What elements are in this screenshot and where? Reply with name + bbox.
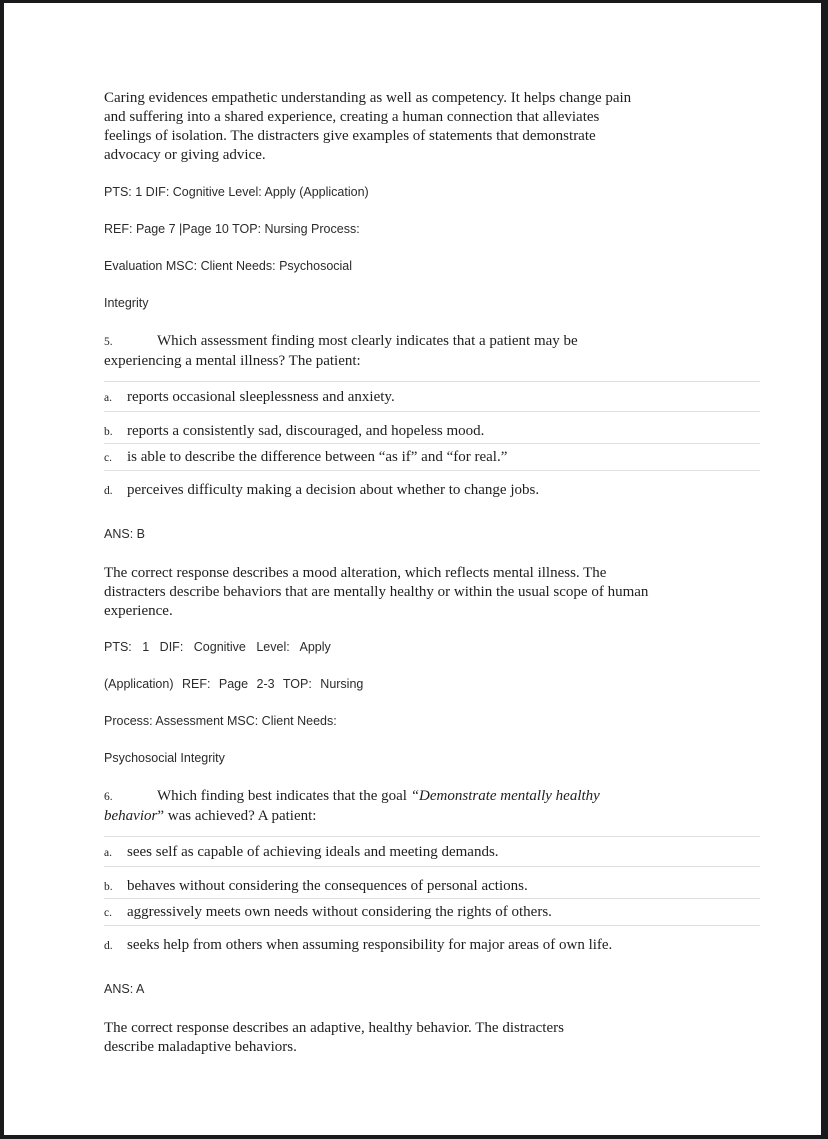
- option-text: sees self as capable of achieving ideals and meeting demands.: [127, 844, 499, 860]
- meta-line-msc: Evaluation MSC: Client Needs: Psychosocial: [104, 259, 353, 273]
- meta-line-pts: PTS: 1 DIF: Cognitive Level: Apply: [104, 640, 331, 654]
- rationale-line: and suffering into a shared experience, creating a human connection that alleviates: [104, 109, 600, 125]
- option-row-b: [104, 867, 760, 899]
- option-letter: a.: [104, 847, 112, 859]
- question-6-options: [104, 836, 760, 956]
- meta-line-integrity: Psychosocial Integrity: [104, 751, 225, 765]
- rationale-line: distracters describe behaviors that are mentally healthy or within the usual scope of human: [104, 584, 649, 600]
- metadata-block-q5: [104, 640, 828, 766]
- question-text: experiencing a mental illness? The patient:: [104, 353, 361, 369]
- option-row-a: [104, 381, 760, 412]
- option-text: aggressively meets own needs without considering the rights of others.: [127, 904, 552, 920]
- question-5-stem: [104, 332, 828, 371]
- question-5-options: [104, 381, 760, 501]
- answer-label-q5: ANS: B: [104, 527, 145, 541]
- rationale-line: experience.: [104, 603, 173, 619]
- meta-line-ref: (Application) REF: Page 2-3 TOP: Nursing: [104, 677, 364, 691]
- page-edge-top: [0, 0, 828, 3]
- rationale-line: Caring evidences empathetic understanding as well as competency. It helps change pain: [104, 90, 632, 106]
- option-row-d: [104, 926, 760, 956]
- question-number: 6.: [104, 791, 113, 803]
- rationale-paragraph-q4: [104, 89, 828, 165]
- rationale-paragraph-q5: [104, 564, 828, 621]
- option-letter: d.: [104, 485, 113, 497]
- option-text: reports a consistently sad, discouraged, and hopeless mood.: [127, 423, 485, 439]
- question-text-italic: behavior: [104, 808, 158, 824]
- question-text-italic: “Demonstrate mentally healthy: [410, 788, 600, 804]
- option-row-b: [104, 412, 760, 444]
- question-text: Which finding best indicates that the goal: [157, 788, 411, 804]
- option-letter: d.: [104, 940, 113, 952]
- option-text: reports occasional sleeplessness and anxiety.: [127, 389, 395, 405]
- option-row-c: [104, 899, 760, 926]
- answer-label-q6: ANS: A: [104, 982, 145, 996]
- question-text: ” was achieved? A patient:: [157, 808, 317, 824]
- question-text: Which assessment finding most clearly indicates that a patient may be: [157, 333, 578, 349]
- rationale-line: The correct response describes a mood alteration, which reflects mental illness. The: [104, 565, 607, 581]
- option-text: behaves without considering the consequences of personal actions.: [127, 878, 528, 894]
- rationale-line: advocacy or giving advice.: [104, 147, 266, 163]
- option-letter: b.: [104, 426, 113, 438]
- rationale-line: The correct response describes an adaptive, healthy behavior. The distracters: [104, 1020, 564, 1036]
- meta-line-ref: REF: Page 7 |Page 10 TOP: Nursing Process:: [104, 222, 360, 236]
- question-number: 5.: [104, 336, 113, 348]
- option-text: perceives difficulty making a decision about whether to change jobs.: [127, 482, 540, 498]
- meta-line-msc: Process: Assessment MSC: Client Needs:: [104, 714, 337, 728]
- rationale-paragraph-q6: [104, 1019, 828, 1057]
- option-text: is able to describe the difference between “as if” and “for real.”: [127, 449, 508, 465]
- option-row-a: [104, 836, 760, 867]
- option-text: seeks help from others when assuming responsibility for major areas of own life.: [127, 937, 613, 953]
- rationale-line: describe maladaptive behaviors.: [104, 1039, 297, 1055]
- option-letter: c.: [104, 907, 112, 919]
- page-edge-right: [821, 0, 828, 1139]
- meta-line-pts: PTS: 1 DIF: Cognitive Level: Apply (Application): [104, 185, 369, 199]
- option-letter: c.: [104, 452, 112, 464]
- option-letter: b.: [104, 881, 113, 893]
- option-letter: a.: [104, 392, 112, 404]
- rationale-line: feelings of isolation. The distracters give examples of statements that demonstrate: [104, 128, 596, 144]
- option-row-d: [104, 471, 760, 501]
- page-edge-left: [0, 0, 4, 1139]
- question-6-stem: [104, 787, 828, 826]
- metadata-block-q4: [104, 185, 828, 311]
- option-row-c: [104, 444, 760, 471]
- page-edge-bottom: [0, 1135, 828, 1139]
- meta-line-integrity: Integrity: [104, 296, 149, 310]
